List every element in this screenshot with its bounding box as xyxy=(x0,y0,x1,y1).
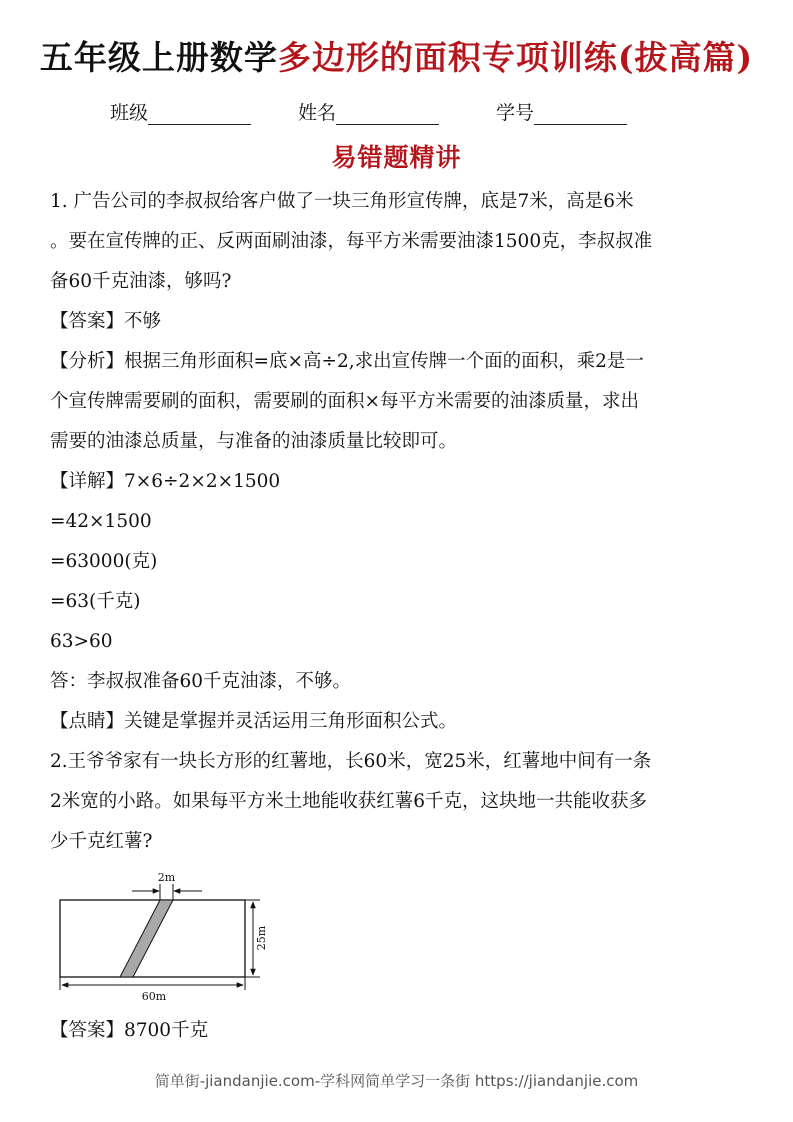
length-label: 60m xyxy=(141,990,167,1003)
q1-detail-2: =42×1500 xyxy=(50,511,152,532)
q1-detail-1: 【详解】7×6÷2×2×1500 xyxy=(50,471,281,492)
class-field[interactable] xyxy=(110,98,251,125)
name-field[interactable] xyxy=(298,98,439,125)
rectangle-field-figure xyxy=(50,862,280,1012)
q1-detail-3: =63000(克) xyxy=(50,551,158,572)
q2-line-2: 2米宽的小路。如果每平方米土地能收获红薯6千克，这块地一共能收获多 xyxy=(50,791,648,812)
class-blank[interactable] xyxy=(148,104,251,125)
title-grade: 五年级上册数学 xyxy=(39,38,278,77)
q1-line-3: 备60千克油漆，够吗? xyxy=(50,271,232,292)
q1-line-1: 1. 广告公司的李叔叔给客户做了一块三角形宣传牌，底是7米，高是6米 xyxy=(50,191,634,212)
footer-watermark: 简单街-jiandanjie.com-学科网简单学习一条街 https://jiandanjie.com xyxy=(154,1072,639,1090)
field-diagram xyxy=(50,862,280,1012)
class-label: 班级 xyxy=(110,102,149,124)
q1-analysis-2: 个宣传牌需要刷的面积，需要刷的面积×每平方米需要的油漆质量，求出 xyxy=(50,391,640,412)
q2-line-1: 2.王爷爷家有一块长方形的红薯地，长60米，宽25米，红薯地中间有一条 xyxy=(50,751,652,772)
q1-tip: 【点睛】关键是掌握并灵活运用三角形面积公式。 xyxy=(50,711,458,732)
q1-line-2: 。要在宣传牌的正、反两面刷油漆，每平方米需要油漆1500克，李叔叔准 xyxy=(50,231,653,252)
student-number-blank[interactable] xyxy=(534,104,627,125)
section-title: 易错题精讲 xyxy=(331,143,462,172)
height-label: 25m xyxy=(255,925,268,951)
student-number-field[interactable] xyxy=(496,98,627,125)
student-number-label: 学号 xyxy=(496,102,535,124)
q2-line-3: 少千克红薯? xyxy=(50,831,153,852)
q1-detail-4: =63(千克) xyxy=(50,591,141,612)
q2-answer: 【答案】8700千克 xyxy=(50,1020,209,1041)
q1-analysis-1: 【分析】根据三角形面积=底×高÷2,求出宣传牌一个面的面积，乘2是一 xyxy=(50,351,644,372)
q1-analysis-3: 需要的油漆总质量，与准备的油漆质量比较即可。 xyxy=(50,431,458,452)
name-label: 姓名 xyxy=(298,102,337,124)
page-title xyxy=(0,32,793,79)
path-width-label: 2m xyxy=(157,871,176,884)
q1-conclusion: 答：李叔叔准备60千克油漆，不够。 xyxy=(50,671,352,692)
q1-detail-5: 63>60 xyxy=(50,631,113,652)
title-topic: 多边形的面积专项训练(拔高篇) xyxy=(277,38,754,77)
name-blank[interactable] xyxy=(336,104,439,125)
q1-answer: 【答案】不够 xyxy=(50,311,162,332)
